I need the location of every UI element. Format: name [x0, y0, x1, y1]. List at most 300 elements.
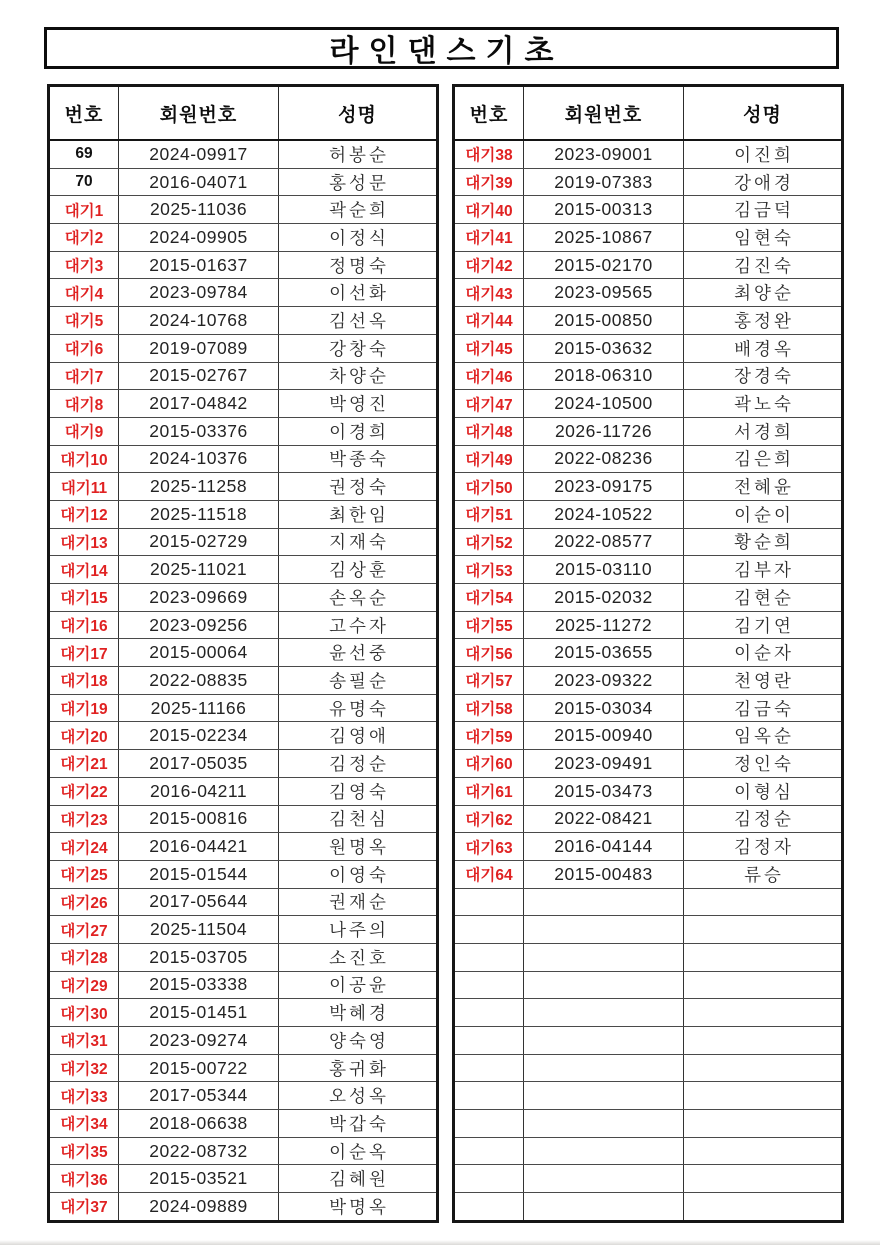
cell-number: 대기36 — [49, 1165, 119, 1193]
cell-name: 최한임 — [279, 500, 438, 528]
cell-number — [454, 1082, 524, 1110]
cell-name: 김금숙 — [684, 694, 843, 722]
table-row — [454, 916, 843, 944]
cell-name: 이선화 — [279, 279, 438, 307]
cell-name: 이공윤 — [279, 971, 438, 999]
roster-tables — [47, 84, 844, 1223]
table-row — [454, 417, 843, 445]
table-row — [454, 999, 843, 1027]
cell-member-id: 2024-09905 — [119, 224, 279, 252]
table-row — [454, 279, 843, 307]
table-row — [49, 307, 438, 335]
cell-number: 대기3 — [49, 251, 119, 279]
cell-member-id: 2015-03632 — [524, 334, 684, 362]
table-row — [454, 860, 843, 888]
cell-member-id: 2015-03705 — [119, 943, 279, 971]
cell-number: 대기33 — [49, 1082, 119, 1110]
cell-number: 대기41 — [454, 224, 524, 252]
table-row — [49, 445, 438, 473]
table-row — [49, 251, 438, 279]
cell-name — [684, 888, 843, 916]
cell-number: 대기44 — [454, 307, 524, 335]
cell-number: 대기1 — [49, 196, 119, 224]
table-row — [454, 445, 843, 473]
cell-member-id: 2024-10376 — [119, 445, 279, 473]
table-row — [454, 777, 843, 805]
table-row — [49, 1137, 438, 1165]
cell-member-id: 2015-01544 — [119, 860, 279, 888]
cell-member-id: 2019-07383 — [524, 168, 684, 196]
cell-member-id: 2017-05644 — [119, 888, 279, 916]
cell-number: 대기9 — [49, 417, 119, 445]
cell-member-id — [524, 1137, 684, 1165]
cell-name — [684, 916, 843, 944]
cell-member-id: 2026-11726 — [524, 417, 684, 445]
cell-name: 박명옥 — [279, 1193, 438, 1222]
cell-number — [454, 943, 524, 971]
cell-number: 대기53 — [454, 556, 524, 584]
cell-name: 소진호 — [279, 943, 438, 971]
cell-member-id: 2024-10500 — [524, 390, 684, 418]
cell-name: 김현순 — [684, 584, 843, 612]
cell-member-id: 2023-09256 — [119, 611, 279, 639]
table-row — [49, 556, 438, 584]
cell-number: 대기40 — [454, 196, 524, 224]
cell-number — [454, 916, 524, 944]
cell-name: 이순옥 — [279, 1137, 438, 1165]
cell-member-id: 2025-11036 — [119, 196, 279, 224]
table-row — [49, 999, 438, 1027]
cell-number: 대기43 — [454, 279, 524, 307]
cell-member-id — [524, 943, 684, 971]
cell-name: 이영숙 — [279, 860, 438, 888]
cell-member-id: 2022-08577 — [524, 528, 684, 556]
cell-number: 대기32 — [49, 1054, 119, 1082]
cell-number: 대기5 — [49, 307, 119, 335]
cell-member-id: 2025-11504 — [119, 916, 279, 944]
cell-member-id: 2015-00722 — [119, 1054, 279, 1082]
cell-number: 대기11 — [49, 473, 119, 501]
table-row — [49, 971, 438, 999]
cell-member-id: 2023-09274 — [119, 1027, 279, 1055]
cell-number: 대기29 — [49, 971, 119, 999]
cell-number: 대기19 — [49, 694, 119, 722]
table-row — [49, 888, 438, 916]
cell-member-id: 2015-02234 — [119, 722, 279, 750]
cell-name — [684, 1137, 843, 1165]
cell-member-id: 2015-01451 — [119, 999, 279, 1027]
table-row — [49, 1027, 438, 1055]
column-header-number: 번호 — [454, 86, 524, 141]
table-row — [49, 196, 438, 224]
cell-number: 대기60 — [454, 750, 524, 778]
table-row — [454, 943, 843, 971]
cell-member-id — [524, 1193, 684, 1222]
cell-name: 박종숙 — [279, 445, 438, 473]
cell-name: 임현숙 — [684, 224, 843, 252]
cell-member-id — [524, 1110, 684, 1138]
cell-number: 대기54 — [454, 584, 524, 612]
cell-number: 대기51 — [454, 500, 524, 528]
cell-member-id: 2017-05344 — [119, 1082, 279, 1110]
cell-number: 대기24 — [49, 833, 119, 861]
cell-name: 전혜윤 — [684, 473, 843, 501]
cell-name: 김영숙 — [279, 777, 438, 805]
table-row — [454, 722, 843, 750]
table-row — [454, 1082, 843, 1110]
cell-member-id: 2015-03034 — [524, 694, 684, 722]
cell-name: 배경옥 — [684, 334, 843, 362]
cell-member-id: 2023-09784 — [119, 279, 279, 307]
cell-member-id: 2023-09175 — [524, 473, 684, 501]
cell-name: 이형심 — [684, 777, 843, 805]
cell-name: 송필순 — [279, 667, 438, 695]
cell-number: 대기21 — [49, 750, 119, 778]
table-row — [49, 1082, 438, 1110]
cell-number: 대기37 — [49, 1193, 119, 1222]
cell-name — [684, 943, 843, 971]
table-row — [454, 667, 843, 695]
cell-member-id: 2015-00850 — [524, 307, 684, 335]
cell-number — [454, 1110, 524, 1138]
table-row — [49, 833, 438, 861]
cell-member-id: 2025-11166 — [119, 694, 279, 722]
cell-member-id: 2022-08236 — [524, 445, 684, 473]
table-row — [49, 667, 438, 695]
table-row — [49, 528, 438, 556]
cell-name: 이정식 — [279, 224, 438, 252]
table-row — [49, 750, 438, 778]
cell-member-id — [524, 888, 684, 916]
cell-number: 대기4 — [49, 279, 119, 307]
cell-member-id: 2023-09322 — [524, 667, 684, 695]
cell-member-id: 2015-00313 — [524, 196, 684, 224]
cell-name: 장경숙 — [684, 362, 843, 390]
cell-number — [454, 971, 524, 999]
cell-number — [454, 1054, 524, 1082]
cell-number: 대기57 — [454, 667, 524, 695]
cell-member-id: 2023-09669 — [119, 584, 279, 612]
cell-name: 김혜원 — [279, 1165, 438, 1193]
cell-name: 박영진 — [279, 390, 438, 418]
cell-number: 대기28 — [49, 943, 119, 971]
cell-number: 대기12 — [49, 500, 119, 528]
cell-number — [454, 1027, 524, 1055]
cell-name: 최양순 — [684, 279, 843, 307]
cell-member-id: 2015-03473 — [524, 777, 684, 805]
cell-number: 대기55 — [454, 611, 524, 639]
table-row — [454, 1054, 843, 1082]
cell-number: 대기46 — [454, 362, 524, 390]
cell-name: 권정숙 — [279, 473, 438, 501]
cell-member-id: 2018-06310 — [524, 362, 684, 390]
cell-member-id: 2023-09565 — [524, 279, 684, 307]
cell-member-id — [524, 1054, 684, 1082]
cell-name: 김정순 — [279, 750, 438, 778]
cell-name — [684, 1082, 843, 1110]
table-row — [49, 694, 438, 722]
cell-name — [684, 1054, 843, 1082]
cell-member-id — [524, 971, 684, 999]
cell-member-id: 2015-02170 — [524, 251, 684, 279]
table-row — [454, 528, 843, 556]
cell-name — [684, 1193, 843, 1222]
cell-member-id: 2015-03655 — [524, 639, 684, 667]
table-row — [454, 1137, 843, 1165]
cell-name: 원명옥 — [279, 833, 438, 861]
cell-member-id: 2022-08835 — [119, 667, 279, 695]
table-row — [49, 805, 438, 833]
cell-number: 대기63 — [454, 833, 524, 861]
table-row — [49, 279, 438, 307]
cell-name: 허봉순 — [279, 140, 438, 168]
cell-member-id: 2024-10522 — [524, 500, 684, 528]
cell-name: 나주의 — [279, 916, 438, 944]
cell-number: 대기35 — [49, 1137, 119, 1165]
cell-name: 임옥순 — [684, 722, 843, 750]
cell-number: 대기14 — [49, 556, 119, 584]
cell-name: 홍성문 — [279, 168, 438, 196]
cell-name: 김부자 — [684, 556, 843, 584]
cell-member-id: 2024-09889 — [119, 1193, 279, 1222]
table-row — [454, 805, 843, 833]
cell-name — [684, 1110, 843, 1138]
table-row — [49, 362, 438, 390]
cell-member-id: 2017-04842 — [119, 390, 279, 418]
cell-member-id — [524, 1027, 684, 1055]
table-row — [454, 390, 843, 418]
cell-name: 정명숙 — [279, 251, 438, 279]
cell-number: 대기20 — [49, 722, 119, 750]
cell-number — [454, 999, 524, 1027]
table-row — [454, 168, 843, 196]
table-row — [454, 362, 843, 390]
cell-number: 대기50 — [454, 473, 524, 501]
cell-number: 대기7 — [49, 362, 119, 390]
table-row — [49, 611, 438, 639]
table-row — [49, 943, 438, 971]
cell-name: 고수자 — [279, 611, 438, 639]
cell-member-id: 2025-11518 — [119, 500, 279, 528]
cell-name: 천영란 — [684, 667, 843, 695]
table-row — [49, 334, 438, 362]
table-row — [49, 417, 438, 445]
cell-name: 서경희 — [684, 417, 843, 445]
cell-member-id: 2016-04144 — [524, 833, 684, 861]
cell-name: 지재숙 — [279, 528, 438, 556]
cell-member-id: 2025-11021 — [119, 556, 279, 584]
column-header-member-id: 회원번호 — [524, 86, 684, 141]
cell-member-id: 2015-03376 — [119, 417, 279, 445]
table-row — [454, 833, 843, 861]
cell-member-id: 2015-02032 — [524, 584, 684, 612]
cell-number: 70 — [49, 168, 119, 196]
cell-name: 윤선중 — [279, 639, 438, 667]
cell-number: 대기45 — [454, 334, 524, 362]
table-row — [454, 888, 843, 916]
cell-name: 김상훈 — [279, 556, 438, 584]
cell-name: 박혜경 — [279, 999, 438, 1027]
cell-number: 대기15 — [49, 584, 119, 612]
column-header-name: 성명 — [684, 86, 843, 141]
cell-member-id: 2025-10867 — [524, 224, 684, 252]
cell-member-id — [524, 1082, 684, 1110]
cell-name: 오성옥 — [279, 1082, 438, 1110]
cell-member-id: 2022-08421 — [524, 805, 684, 833]
cell-member-id: 2023-09491 — [524, 750, 684, 778]
page-title: 라인댄스기초 — [44, 27, 839, 69]
cell-member-id: 2018-06638 — [119, 1110, 279, 1138]
cell-number: 대기16 — [49, 611, 119, 639]
cell-name — [684, 971, 843, 999]
cell-number: 대기64 — [454, 860, 524, 888]
cell-number: 대기31 — [49, 1027, 119, 1055]
cell-name: 김진숙 — [684, 251, 843, 279]
cell-name: 홍정완 — [684, 307, 843, 335]
cell-member-id: 2015-00816 — [119, 805, 279, 833]
cell-name: 홍귀화 — [279, 1054, 438, 1082]
cell-name: 김은희 — [684, 445, 843, 473]
table-row — [454, 140, 843, 168]
cell-member-id — [524, 1165, 684, 1193]
cell-number: 대기42 — [454, 251, 524, 279]
table-row — [49, 639, 438, 667]
cell-member-id: 2017-05035 — [119, 750, 279, 778]
cell-member-id: 2016-04071 — [119, 168, 279, 196]
column-header-name: 성명 — [279, 86, 438, 141]
table-row — [49, 473, 438, 501]
cell-name: 박갑숙 — [279, 1110, 438, 1138]
table-row — [454, 584, 843, 612]
page-edge-shadow — [0, 1240, 880, 1245]
table-row — [49, 390, 438, 418]
cell-number: 대기62 — [454, 805, 524, 833]
cell-member-id: 2025-11258 — [119, 473, 279, 501]
cell-number — [454, 1193, 524, 1222]
cell-name — [684, 1165, 843, 1193]
cell-name: 김금덕 — [684, 196, 843, 224]
cell-name: 김천심 — [279, 805, 438, 833]
cell-number: 대기18 — [49, 667, 119, 695]
table-row — [49, 916, 438, 944]
table-row — [454, 556, 843, 584]
table-row — [49, 777, 438, 805]
cell-member-id: 2023-09001 — [524, 140, 684, 168]
cell-name: 강애경 — [684, 168, 843, 196]
cell-number: 69 — [49, 140, 119, 168]
table-row — [49, 500, 438, 528]
cell-name: 류승 — [684, 860, 843, 888]
table-row — [49, 722, 438, 750]
cell-name: 이경희 — [279, 417, 438, 445]
cell-number: 대기48 — [454, 417, 524, 445]
roster-table-left — [47, 84, 439, 1223]
roster-table-right — [452, 84, 844, 1223]
cell-member-id: 2016-04211 — [119, 777, 279, 805]
cell-name — [684, 1027, 843, 1055]
table-row — [49, 1110, 438, 1138]
cell-member-id: 2015-01637 — [119, 251, 279, 279]
cell-name: 이진희 — [684, 140, 843, 168]
cell-number: 대기58 — [454, 694, 524, 722]
cell-name: 김선옥 — [279, 307, 438, 335]
table-row — [454, 473, 843, 501]
table-row — [49, 1193, 438, 1222]
cell-name: 강창숙 — [279, 334, 438, 362]
cell-name: 손옥순 — [279, 584, 438, 612]
cell-number: 대기22 — [49, 777, 119, 805]
header-row — [454, 86, 843, 141]
cell-name — [684, 999, 843, 1027]
table-row — [454, 971, 843, 999]
table-row — [454, 750, 843, 778]
cell-number: 대기10 — [49, 445, 119, 473]
cell-member-id: 2015-03521 — [119, 1165, 279, 1193]
table-row — [49, 140, 438, 168]
cell-number: 대기25 — [49, 860, 119, 888]
table-row — [454, 639, 843, 667]
table-row — [49, 584, 438, 612]
cell-number: 대기61 — [454, 777, 524, 805]
table-row — [454, 1027, 843, 1055]
cell-member-id: 2024-10768 — [119, 307, 279, 335]
cell-number: 대기13 — [49, 528, 119, 556]
cell-number: 대기49 — [454, 445, 524, 473]
cell-member-id: 2022-08732 — [119, 1137, 279, 1165]
table-row — [49, 1054, 438, 1082]
cell-name: 권재순 — [279, 888, 438, 916]
cell-name: 곽노숙 — [684, 390, 843, 418]
cell-number: 대기39 — [454, 168, 524, 196]
table-row — [49, 168, 438, 196]
cell-number — [454, 1165, 524, 1193]
cell-member-id: 2015-03338 — [119, 971, 279, 999]
cell-member-id: 2015-03110 — [524, 556, 684, 584]
column-header-member-id: 회원번호 — [119, 86, 279, 141]
cell-name: 차양순 — [279, 362, 438, 390]
table-row — [454, 1193, 843, 1222]
cell-number: 대기23 — [49, 805, 119, 833]
cell-number — [454, 1137, 524, 1165]
table-row — [49, 1165, 438, 1193]
cell-number: 대기26 — [49, 888, 119, 916]
cell-member-id: 2025-11272 — [524, 611, 684, 639]
table-row — [454, 500, 843, 528]
cell-number: 대기56 — [454, 639, 524, 667]
cell-number: 대기2 — [49, 224, 119, 252]
table-row — [454, 694, 843, 722]
cell-member-id: 2019-07089 — [119, 334, 279, 362]
table-row — [454, 611, 843, 639]
cell-number: 대기47 — [454, 390, 524, 418]
cell-name: 이순이 — [684, 500, 843, 528]
cell-name: 김기연 — [684, 611, 843, 639]
cell-name: 유명숙 — [279, 694, 438, 722]
cell-member-id: 2015-00483 — [524, 860, 684, 888]
cell-number: 대기17 — [49, 639, 119, 667]
table-row — [49, 224, 438, 252]
cell-number: 대기8 — [49, 390, 119, 418]
cell-name: 이순자 — [684, 639, 843, 667]
cell-number: 대기30 — [49, 999, 119, 1027]
cell-member-id — [524, 916, 684, 944]
cell-number: 대기59 — [454, 722, 524, 750]
cell-name: 황순희 — [684, 528, 843, 556]
cell-number: 대기38 — [454, 140, 524, 168]
cell-name: 김정자 — [684, 833, 843, 861]
cell-member-id: 2015-02767 — [119, 362, 279, 390]
cell-member-id: 2015-02729 — [119, 528, 279, 556]
